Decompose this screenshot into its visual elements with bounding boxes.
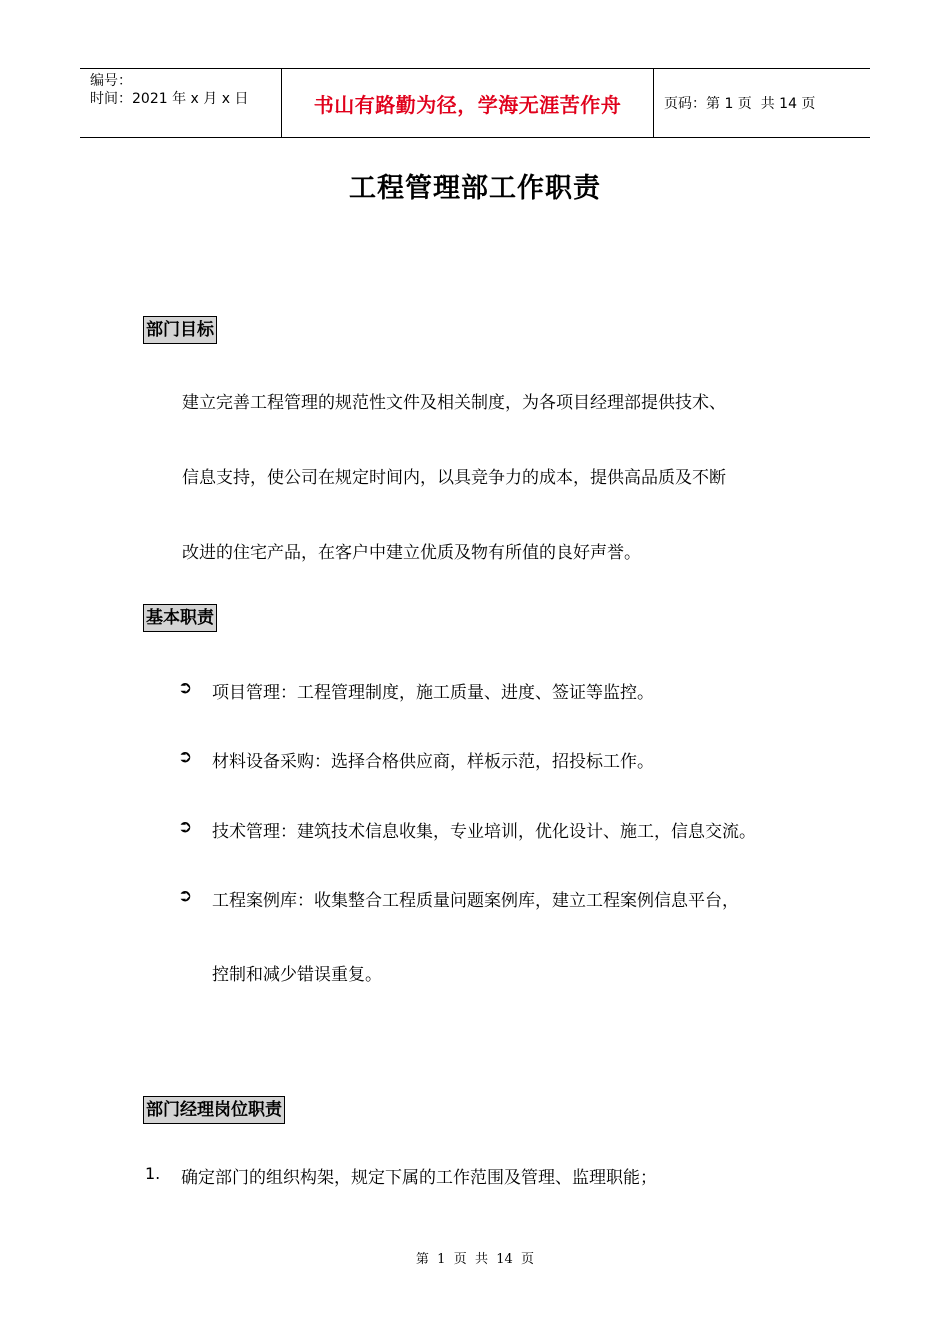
number-label: 编号： (90, 73, 132, 89)
arrow-bullet-icon: ➲ (178, 886, 193, 906)
header-table (80, 68, 870, 138)
duty-item-continuation: 控制和减少错误重复。 (212, 965, 382, 985)
duty-item: 技术管理：建筑技术信息收集，专业培训，优化设计、施工，信息交流。 (212, 822, 756, 842)
time-label: 时间：2021 年 x 月 x 日 (90, 91, 249, 107)
section-label-manager: 部门经理岗位职责 (143, 1096, 285, 1124)
footer-page-number: 第 1 页 共 14 页 (415, 1252, 535, 1267)
arrow-bullet-icon: ➲ (178, 678, 193, 698)
header-motto: 书山有路勤为径，学海无涯苦作舟 (282, 69, 654, 137)
header-meta-cell (80, 69, 282, 137)
goal-line-3: 改进的住宅产品，在客户中建立优质及物有所值的良好声誉。 (182, 543, 641, 563)
goal-line-1: 建立完善工程管理的规范性文件及相关制度，为各项目经理部提供技术、 (182, 393, 726, 413)
document-title: 工程管理部工作职责 (349, 173, 601, 204)
duty-item: 工程案例库：收集整合工程质量问题案例库，建立工程案例信息平台， (212, 891, 739, 911)
arrow-bullet-icon: ➲ (178, 747, 193, 767)
header-page-cell (654, 69, 870, 137)
section-label-duties: 基本职责 (143, 604, 217, 632)
duty-item: 材料设备采购：选择合格供应商，样板示范，招投标工作。 (212, 752, 654, 772)
list-number: 1. (145, 1164, 161, 1183)
manager-duty-item: 确定部门的组织构架，规定下属的工作范围及管理、监理职能； (181, 1168, 657, 1188)
header-page-info: 页码：第 1 页 共 14 页 (664, 96, 816, 112)
goal-line-2: 信息支持，使公司在规定时间内，以具竞争力的成本，提供高品质及不断 (182, 468, 726, 488)
section-label-goal: 部门目标 (143, 316, 217, 344)
arrow-bullet-icon: ➲ (178, 817, 193, 837)
page-footer (0, 1248, 950, 1267)
duty-item: 项目管理：工程管理制度，施工质量、进度、签证等监控。 (212, 683, 654, 703)
